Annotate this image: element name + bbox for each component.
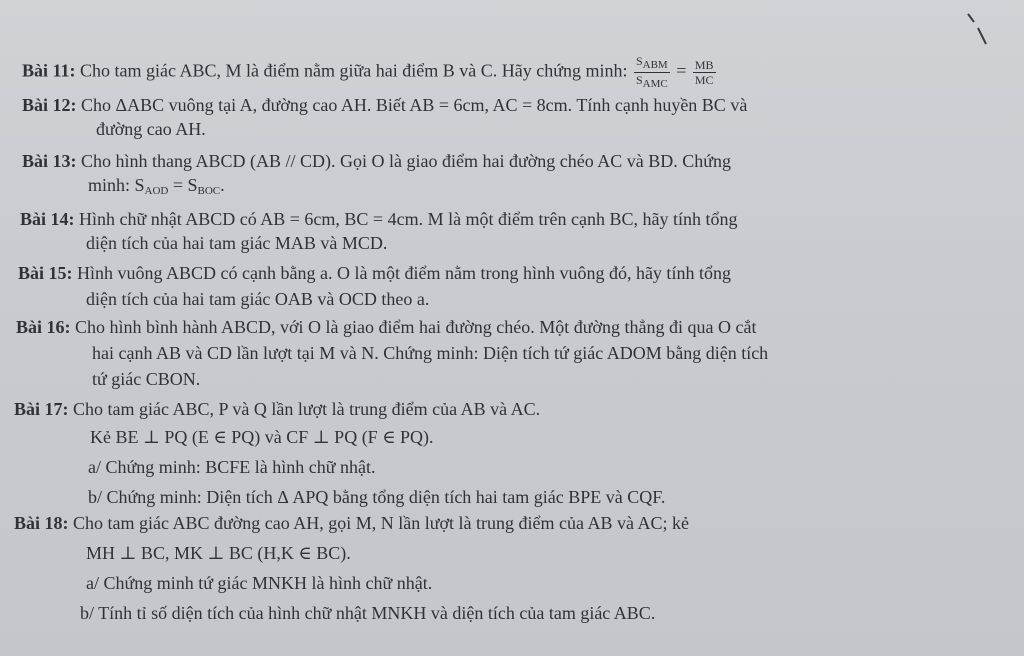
exercise-16-line2: hai cạnh AB và CD lần lượt tại M và N. Chứng minh: Diện tích tứ giác ADOM bằng diện tích xyxy=(92,343,769,363)
exercise-18-line1: Cho tam giác ABC đường cao AH, gọi M, N lần lượt là trung điểm của AB và AC; kẻ xyxy=(73,513,689,533)
exercise-16-line3: tứ giác CBON. xyxy=(92,369,201,389)
exercise-14 xyxy=(20,208,738,230)
area-ratio-fraction: $\frac{\text{SABM}}{\text{SAMC}}$ xyxy=(635,54,668,90)
exercise-18-part-b: b/ Tính tỉ số diện tích của hình chữ nhật MNKH và diện tích của tam giác ABC. xyxy=(80,603,656,623)
exercise-14-label: Bài 14: xyxy=(20,209,75,229)
exercise-15-label: Bài 15: xyxy=(18,263,73,283)
exercise-13 xyxy=(22,150,731,172)
exercise-14-line1: Hình chữ nhật ABCD có AB = 6cm, BC = 4cm. M là một điểm trên cạnh BC, hãy tính tổng xyxy=(79,209,738,229)
exercise-18-part-a: a/ Chứng minh tứ giác MNKH là hình chữ nhật. xyxy=(86,573,433,593)
exercise-15-line1: Hình vuông ABCD có cạnh bằng a. O là một điểm nằm trong hình vuông đó, hãy tính tổng xyxy=(77,263,731,283)
exercise-17-line1: Cho tam giác ABC, P và Q lần lượt là trung điểm của AB và AC. xyxy=(73,399,541,419)
exercise-17-part-b: b/ Chứng minh: Diện tích Δ APQ bằng tổng diện tích hai tam giác BPE và CQF. xyxy=(88,487,666,507)
exercise-18 xyxy=(14,512,689,534)
exercise-11-text: Cho tam giác ABC, M là điểm nằm giữa hai điểm B và C. Hãy chứng minh: xyxy=(80,60,628,81)
exercise-18-label: Bài 18: xyxy=(14,513,69,533)
exercise-17 xyxy=(14,398,540,420)
exercise-16-line1: Cho hình bình hành ABCD, với O là giao điểm hai đường chéo. Một đường thẳng đi qua O cắt xyxy=(75,317,757,337)
pen-mark-icon xyxy=(962,10,992,50)
exercise-12-line1: Cho ΔABC vuông tại A, đường cao AH. Biết AB = 6cm, AC = 8cm. Tính cạnh huyền BC và xyxy=(81,95,748,115)
exercise-13-line1: Cho hình thang ABCD (AB // CD). Gọi O là giao điểm hai đường chéo AC và BD. Chứng xyxy=(81,151,732,171)
equals-sign: = xyxy=(676,60,687,81)
exercise-13-line2: minh: $S_{AOD} = S_{BOC}$. xyxy=(88,175,225,197)
exercise-13-label: Bài 13: xyxy=(22,151,77,171)
exercise-17-line2: Kẻ BE ⊥ PQ (E ∈ PQ) và CF ⊥ PQ (F ∈ PQ). xyxy=(90,427,434,447)
exercise-12 xyxy=(22,94,747,116)
segment-ratio-fraction: $\frac{MB}{MC}$ xyxy=(694,58,714,87)
exercise-14-line2: diện tích của hai tam giác MAB và MCD. xyxy=(86,233,388,253)
exercise-11-label: Bài 11: xyxy=(22,60,76,81)
exercise-16-label: Bài 16: xyxy=(16,317,71,337)
exercise-17-part-a: a/ Chứng minh: BCFE là hình chữ nhật. xyxy=(88,457,376,477)
exercise-16 xyxy=(16,316,757,338)
exercise-17-label: Bài 17: xyxy=(14,399,69,419)
exercise-15 xyxy=(18,262,731,284)
exercise-15-line2: diện tích của hai tam giác OAB và OCD theo a. xyxy=(86,289,430,309)
exercise-12-label: Bài 12: xyxy=(22,95,77,115)
exercise-12-line2: đường cao AH. xyxy=(96,119,206,139)
exercise-11 xyxy=(22,54,718,91)
exercise-18-line2: MH ⊥ BC, MK ⊥ BC (H,K ∈ BC). xyxy=(86,543,351,563)
